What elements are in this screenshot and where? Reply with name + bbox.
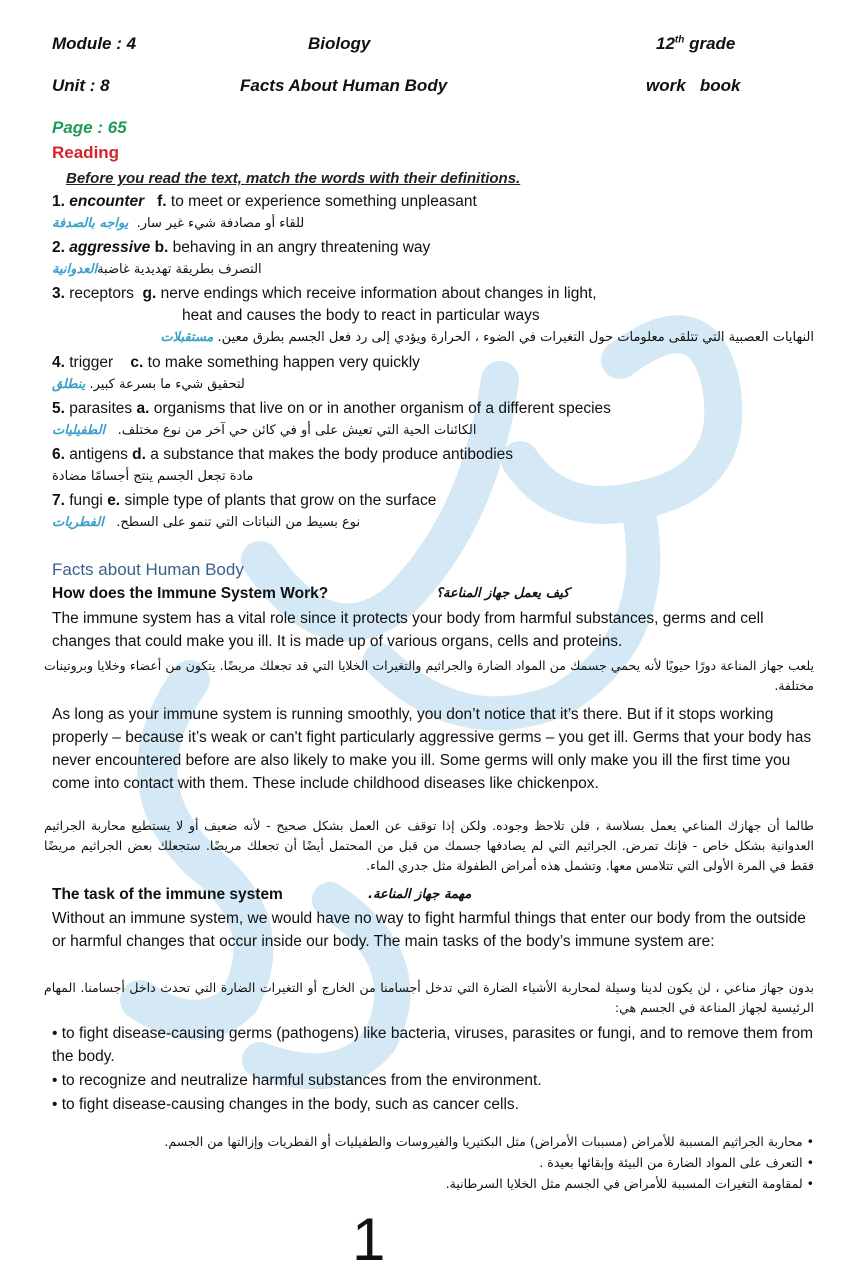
vocab-number: 5. xyxy=(52,400,65,417)
article-title: Facts about Human Body xyxy=(52,560,244,579)
bullet-item-arabic: • التعرف على المواد الضارة من البيئة وإبقائها بعيدة . xyxy=(539,1155,814,1170)
vocab-item xyxy=(52,239,430,257)
arabic-definition: الكائنات الحية التي تعيش على أو في كائن حي آخر من نوع مختلف. xyxy=(117,423,477,438)
bullet-item: • to fight disease-causing changes in the body, such as cancer cells. xyxy=(52,1096,519,1113)
watermark-stroke xyxy=(520,334,723,505)
vocab-definition: behaving in an angry threatening way xyxy=(172,239,431,256)
grade-number: 12 xyxy=(656,34,675,53)
arabic-keyword: الطفيليات xyxy=(52,423,106,438)
vocab-word: antigens xyxy=(69,446,128,463)
vocab-number: 7. xyxy=(52,492,65,509)
vocab-letter: f. xyxy=(157,193,167,210)
vocab-word: fungi xyxy=(69,492,103,509)
vocab-arabic xyxy=(52,515,360,530)
unit-label: Unit : 8 xyxy=(52,76,110,95)
paragraph: The immune system has a vital role since it protects your body from harmful substances, germs and cell changes that could make you ill. It is made up of various organs, cells and proteins. xyxy=(52,610,764,650)
vocab-letter: b. xyxy=(154,239,169,256)
page-number: 1 xyxy=(352,1206,386,1273)
page-reference: Page : 65 xyxy=(52,118,127,137)
subheading-how-immune-works: How does the Immune System Work? xyxy=(52,585,329,602)
subject-label: Biology xyxy=(308,34,371,53)
paragraph-arabic: بدون جهاز مناعي ، لن يكون لدينا وسيلة لمحاربة الأشياء الضارة التي تدخل أجسامنا من الخارج أو التغيرات الضارة التي تحدث داخل أجسامنا. المهام الرئيسية لجهاز المناعة في الجسم هي: xyxy=(44,980,814,1015)
vocab-word: parasites xyxy=(69,400,133,417)
vocab-definition: simple type of plants that grow on the surface xyxy=(124,492,437,509)
bullet-item-arabic: • محاربة الجراثيم المسببة للأمراض (مسببات الأمراض) مثل البكتيريا والفيروسات والطفيليات أو الفطريات وإزالتها من الجسم. xyxy=(164,1134,814,1149)
arabic-definition: للقاء أو مصادفة شيء غير سار. xyxy=(136,216,305,231)
section-label: Reading xyxy=(52,143,120,162)
grade-word: grade xyxy=(684,34,736,53)
vocab-arabic xyxy=(52,377,245,392)
vocab-word: encounter xyxy=(69,193,145,210)
bullet-item-arabic: • لمقاومة التغيرات المسببة للأمراض في الجسم مثل الخلايا السرطانية. xyxy=(445,1176,814,1191)
vocab-letter: e. xyxy=(107,492,121,509)
grade-label xyxy=(656,34,735,54)
grade-suffix: th xyxy=(674,34,685,46)
vocab-arabic xyxy=(52,423,477,438)
vocab-number: 6. xyxy=(52,446,65,463)
vocab-item xyxy=(52,400,611,418)
arabic-keyword: يواجه بالصدفة xyxy=(52,216,129,231)
vocab-word: aggressive xyxy=(69,239,151,256)
vocab-word: trigger xyxy=(69,354,114,371)
vocab-letter: g. xyxy=(142,285,157,302)
vocab-word: receptors xyxy=(69,285,134,302)
paragraph: As long as your immune system is running smoothly, you don’t notice that it’s there. But if it stops working properly – because it’s weak or can't fight particularly aggressive germs – you get ill. Germs that your body has never encountered before are also likely to make you ill. Some germs will only make you ill the first time you come into contact with them. These include childhood diseases like chickenpox. xyxy=(52,706,812,792)
vocab-definition: a substance that makes the body produce antibodies xyxy=(150,446,514,463)
vocab-item xyxy=(52,285,597,303)
vocab-number: 3. xyxy=(52,285,65,302)
arabic-definition: مادة تجعل الجسم ينتج أجسامًا مضادة xyxy=(52,469,254,484)
vocab-item xyxy=(52,446,513,464)
vocab-definition: to meet or experience something unpleasant xyxy=(170,193,477,210)
vocab-letter: d. xyxy=(132,446,146,463)
vocab-definition: to make something happen very quickly xyxy=(147,354,420,371)
vocab-item xyxy=(52,193,477,211)
arabic-definition: نوع بسيط من النباتات التي تنمو على السطح. xyxy=(116,515,361,530)
subheading-arabic: كيف يعمل جهاز المناعة؟ xyxy=(436,586,570,601)
arabic-definition: التصرف بطريقة تهديدية غاضبة xyxy=(97,262,262,277)
instruction: Before you read the text, match the words with their definitions. xyxy=(66,170,521,187)
vocab-arabic xyxy=(52,469,253,484)
arabic-keyword: الفطريات xyxy=(52,515,104,530)
vocab-arabic xyxy=(160,330,814,345)
vocab-definition: organisms that live on or in another organism of a different species xyxy=(153,400,611,417)
subheading-immune-task: The task of the immune system xyxy=(52,886,283,903)
paragraph-arabic: طالما أن جهازك المناعي يعمل بسلاسة ، فلن تلاحظ وجوده. ولكن إذا توقف عن العمل بشكل صحيح - لأنه ضعيف أو لا يستطيع محاربة الجراثيم العدوانية بشكل خاص - فإنك تمرض. الجراثيم التي لم يصادفها جسمك من قبل من المحتمل أيضًا أن تجعلك مريضًا. ستجعلك بعض الجراثيم مريضًا فقط في المرة الأولى التي تتلامس معها. وتشمل هذه أمراض الطفولة مثل جدري الماء. xyxy=(44,818,814,873)
arabic-keyword: ينطلق xyxy=(52,377,86,392)
arabic-keyword: العدوانية xyxy=(52,262,98,277)
vocab-arabic xyxy=(52,216,304,231)
book-type: work book xyxy=(646,76,741,95)
arabic-definition: لتحقيق شيء ما بسرعة كبير. xyxy=(89,377,245,392)
vocab-letter: c. xyxy=(130,354,144,371)
bullet-item: • to fight disease-causing germs (pathogens) like bacteria, viruses, parasites or fungi, and to remove them from the body. xyxy=(52,1025,813,1065)
paragraph-arabic: يلعب جهاز المناعة دورًا حيويًا لأنه يحمي جسمك من المواد الضارة والجراثيم والتغيرات الخلايا التي قد تجعلك مريضًا. يتكون من أعضاء وخلايا وبروتينات مختلفة. xyxy=(44,658,814,693)
module-label: Module : 4 xyxy=(52,34,137,53)
paragraph: Without an immune system, we would have no way to fight harmful things that enter our body from the outside or harmful changes that occur inside our body. The main tasks of the body’s immune system are: xyxy=(52,910,806,950)
vocab-number: 2. xyxy=(52,239,65,256)
subheading-arabic: مهمة جهاز المناعة. xyxy=(368,887,472,902)
vocab-number: 4. xyxy=(52,354,65,371)
vocab-arabic xyxy=(52,262,262,277)
vocab-letter: a. xyxy=(136,400,150,417)
vocab-definition: nerve endings which receive information about changes in light, xyxy=(160,285,597,302)
arabic-keyword: مستقبلات xyxy=(160,330,214,345)
vocab-definition-cont: heat and causes the body to react in particular ways xyxy=(182,307,540,324)
vocab-number: 1. xyxy=(52,193,65,210)
vocab-item xyxy=(52,492,436,510)
arabic-definition: النهايات العصبية التي تتلقى معلومات حول التغيرات في الضوء ، الحرارة ويؤدي إلى رد فعل الجسم بطرق معين. xyxy=(217,330,814,345)
unit-title: Facts About Human Body xyxy=(240,76,448,95)
bullet-item: • to recognize and neutralize harmful substances from the environment. xyxy=(52,1072,542,1089)
vocab-item xyxy=(52,354,420,372)
